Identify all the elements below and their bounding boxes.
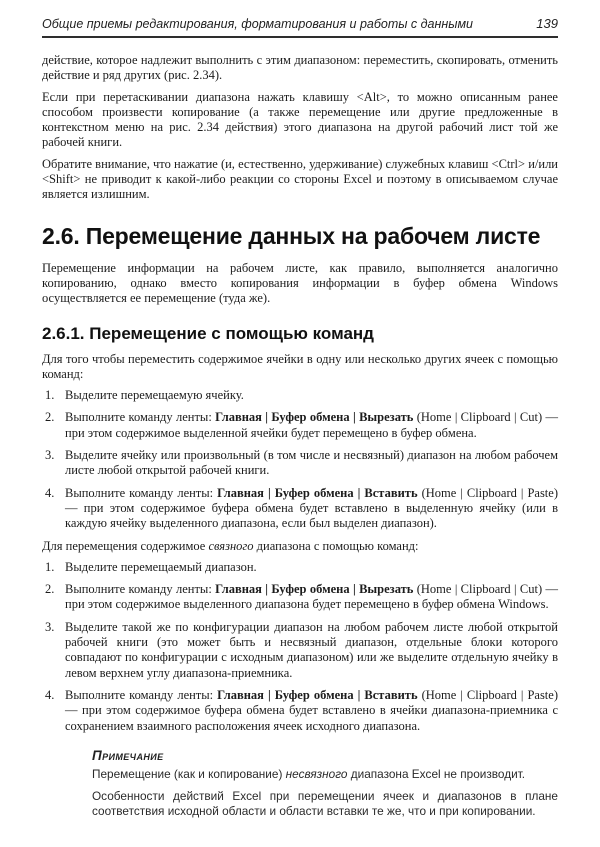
ribbon-command-path: Главная | Буфер обмена | Вставить	[217, 485, 418, 500]
list-item-number: 3.	[45, 448, 55, 463]
list-item-text: Выделите ячейку или произвольный (в том числе и несвязный) диапазон на любом рабочем листе любой открытой рабочей книги.	[65, 448, 558, 478]
list-item-text: Выделите перемещаемую ячейку.	[65, 388, 244, 403]
list-item-number: 4.	[45, 687, 55, 702]
list-item-number: 2.	[45, 582, 55, 597]
list-item	[42, 410, 558, 441]
note-paragraph: Перемещение (как и копирование) несвязного диапазона Excel не производит.	[92, 766, 526, 781]
paragraph-list-intro-range: Для перемещения содержимое связного диапазона с помощью команд:	[42, 538, 419, 553]
list-item-text: Выделите перемещаемый диапазон.	[65, 559, 257, 574]
ribbon-command-path: Главная | Буфер обмена | Вставить	[217, 687, 418, 702]
list-item-text: Выполните команду ленты: Главная | Буфер обмена | Вставить (Home | Clipboard | Paste) — при этом содержимое буфера обмена будет вставлено в выделенную ячейку (или в каждую ячейку выделенного диапазона, если был выделен диапазон).	[65, 485, 558, 531]
list-item	[42, 448, 558, 479]
list-item	[42, 388, 558, 403]
list-item-text: Выделите такой же по конфигурации диапазон на любом рабочем листе любой открытой рабочей книги (это может быть и несвязный диапазон, отдельные блоки которого совпадают по конфигурации с исходным диапазоном) или же выделите отдельную ячейку в левом верхнем углу диапазона-приемника.	[65, 619, 558, 680]
list-item	[42, 486, 558, 532]
list-item-number: 4.	[45, 485, 55, 500]
list-item	[42, 560, 558, 575]
list-item	[42, 620, 558, 681]
list-item-text: Выполните команду ленты: Главная | Буфер обмена | Вырезать (Home | Clipboard | Cut) — при этом содержимое выделенного диапазона будет перемещено в буфер обмена Windows.	[65, 582, 558, 612]
running-header-title: Общие приемы редактирования, форматирования и работы с данными	[42, 17, 473, 31]
paragraph-ctrl-shift: Обратите внимание, что нажатие (и, естественно, удерживание) служебных клавиш <Ctrl> и/или <Shift> не приводит к какой-либо реакции со стороны Excel и поэтому в описываемом случае является излишним.	[42, 156, 558, 202]
list-item	[42, 688, 558, 734]
emphasis-term: несвязного	[285, 766, 348, 781]
section-heading-2-6: 2.6. Перемещение данных на рабочем листе	[42, 222, 541, 249]
ribbon-command-path: Главная | Буфер обмена | Вырезать	[215, 410, 414, 425]
steps-move-cell	[42, 388, 558, 531]
steps-move-range	[42, 560, 558, 734]
list-item-number: 2.	[45, 410, 55, 425]
note-block	[92, 748, 558, 819]
note-paragraph: Особенности действий Excel при перемещении ячеек и диапазонов в плане соответствия исходной области и области вставки те же, что и при копировании.	[92, 788, 558, 818]
page-body	[42, 53, 558, 819]
list-item-number: 1.	[45, 388, 55, 403]
paragraph-alt-drag: Если при перетаскивании диапазона нажать клавишу <Alt>, то можно описанным ранее способом произвести копирование (а также перемещение или другие предложенные в контекстном меню на рис. 2.34 действия) этого диапазона на другой рабочий лист той же рабочей книги.	[42, 89, 558, 150]
subsection-heading-2-6-1: 2.6.1. Перемещение с помощью команд	[42, 323, 374, 343]
note-heading: Примечание	[92, 747, 164, 763]
list-item-text: Выполните команду ленты: Главная | Буфер обмена | Вырезать (Home | Clipboard | Cut) — при этом содержимое выделенной ячейки будет перемещено в буфер обмена.	[65, 410, 558, 440]
paragraph-continuation: действие, которое надлежит выполнить с этим диапазоном: переместить, скопировать, отменить действие и ряд других (рис. 2.34).	[42, 53, 558, 83]
page-number: 139	[536, 16, 558, 31]
emphasis-term: связного	[208, 538, 254, 553]
paragraph-list-intro-cell: Для того чтобы переместить содержимое ячейки в одну или несколько других ячеек с помощью команд:	[42, 351, 558, 381]
list-item-number: 1.	[45, 559, 55, 574]
list-item-number: 3.	[45, 619, 55, 634]
list-item-text: Выполните команду ленты: Главная | Буфер обмена | Вставить (Home | Clipboard | Paste) — при этом содержимое буфера обмена будет вставлено в ячейки диапазона-приемника с сохранением взаимного расположения ячеек исходного диапазона.	[65, 687, 558, 733]
ribbon-command-path: Главная | Буфер обмена | Вырезать	[215, 582, 414, 597]
running-header	[42, 16, 558, 38]
paragraph-section-intro: Перемещение информации на рабочем листе, как правило, выполняется аналогично копированию, однако вместо копирования информации в буфер обмена Windows осуществляется ее перемещение (туда же).	[42, 260, 558, 306]
list-item	[42, 582, 558, 613]
